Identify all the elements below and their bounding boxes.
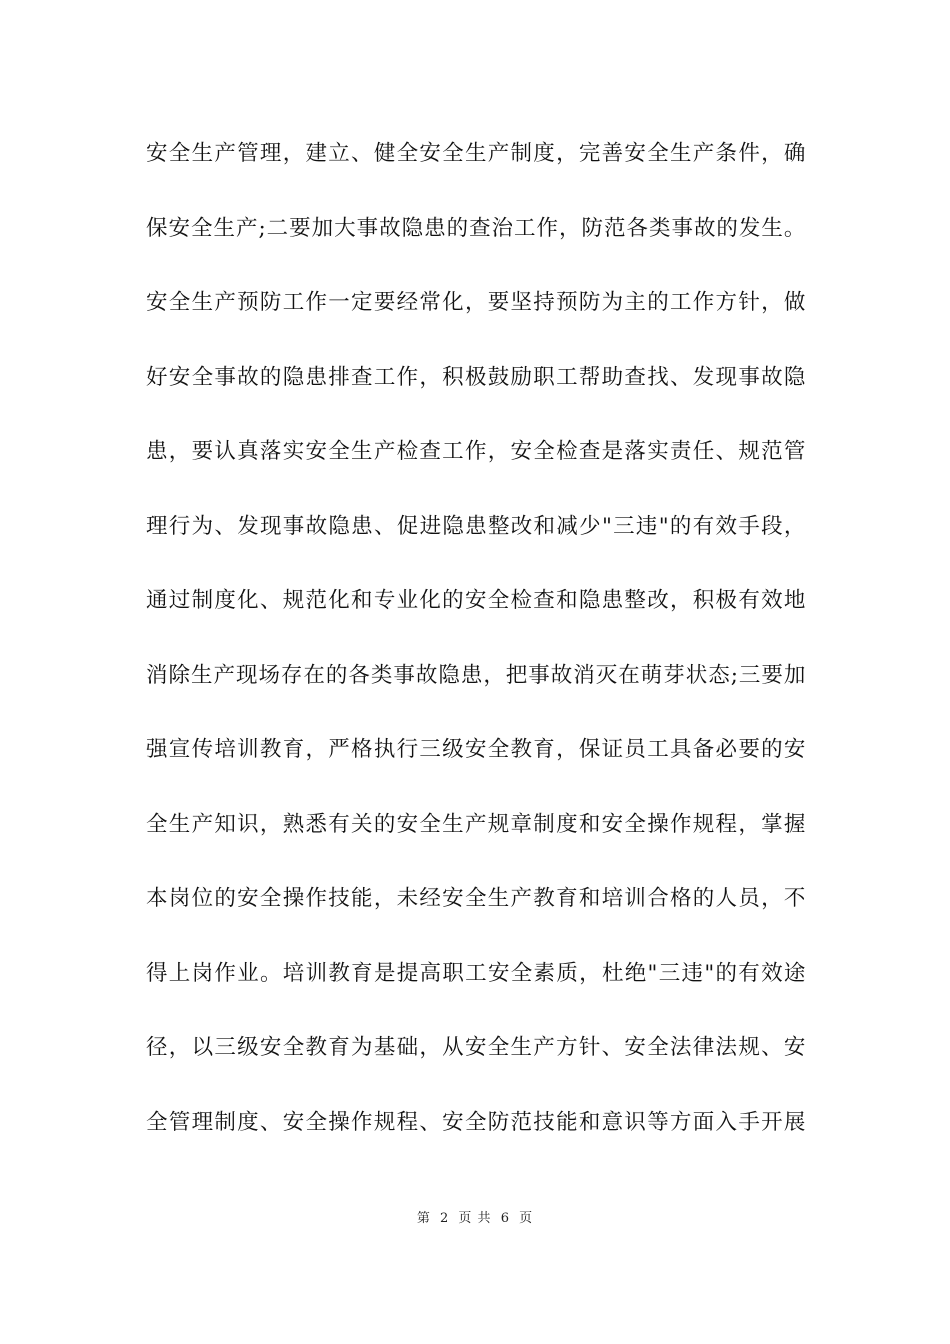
text-line: 通过制度化、规范化和专业化的安全检查和隐患整改，积极有效地 xyxy=(146,588,806,613)
text-line: 保安全生产;二要加大事故隐患的查治工作，防范各类事故的发生。 xyxy=(146,215,806,241)
text-line: 全生产知识，熟悉有关的安全生产规章制度和安全操作规程，掌握 xyxy=(146,811,806,837)
footer-prefix: 第 xyxy=(416,1211,431,1226)
body-text xyxy=(146,132,806,1175)
text-line: 好安全事故的隐患排查工作，积极鼓励职工帮助查找、发现事故隐 xyxy=(146,364,806,390)
text-line: 本岗位的安全操作技能，未经安全生产教育和培训合格的人员，不 xyxy=(146,886,806,911)
page-footer xyxy=(0,1207,950,1226)
footer-suffix: 页 xyxy=(519,1211,534,1226)
text-line: 径，以三级安全教育为基础，从安全生产方针、安全法律法规、安 xyxy=(146,1035,806,1060)
text-line: 全管理制度、安全操作规程、安全防范技能和意识等方面入手开展 xyxy=(146,1109,806,1135)
text-line: 理行为、发现事故隐患、促进隐患整改和减少"三违"的有效手段， xyxy=(146,513,806,539)
text-line: 安全生产管理，建立、健全安全生产制度，完善安全生产条件，确 xyxy=(146,141,806,166)
footer-total-pages: 6 xyxy=(500,1211,510,1226)
footer-page-number: 2 xyxy=(440,1211,450,1226)
text-line: 得上岗作业。培训教育是提高职工安全素质，杜绝"三违"的有效途 xyxy=(146,960,806,986)
footer-middle: 页 共 xyxy=(458,1211,492,1226)
text-line: 患，要认真落实安全生产检查工作，安全检查是落实责任、规范管 xyxy=(146,439,806,464)
text-line: 强宣传培训教育，严格执行三级安全教育，保证员工具备必要的安 xyxy=(146,737,806,762)
text-line: 安全生产预防工作一定要经常化，要坚持预防为主的工作方针，做 xyxy=(146,290,806,315)
text-line: 消除生产现场存在的各类事故隐患，把事故消灭在萌芽状态;三要加 xyxy=(146,662,806,688)
